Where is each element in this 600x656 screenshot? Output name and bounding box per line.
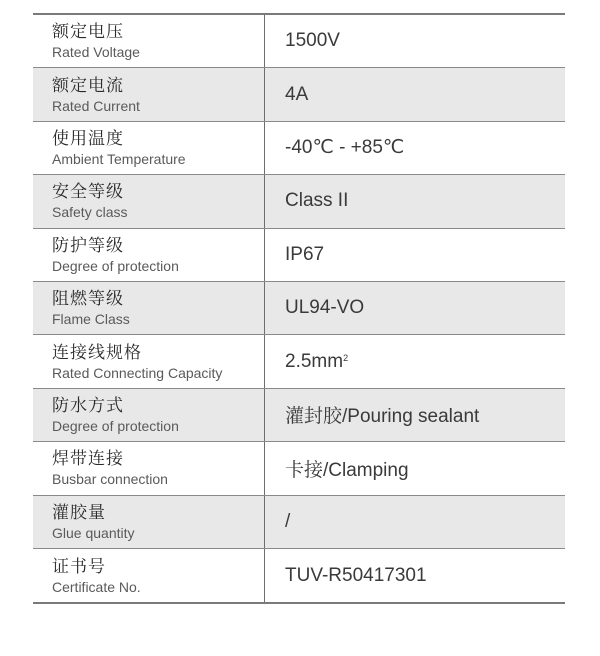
spec-row-glue-quantity	[33, 496, 565, 549]
value-cell	[265, 68, 565, 120]
value-text: 灌封胶/Pouring sealant	[285, 406, 480, 428]
value-text: 4A	[285, 83, 309, 105]
label-cell	[33, 15, 265, 67]
label-en: Rated Connecting Capacity	[52, 364, 223, 381]
spec-row-rated-connecting-capacity	[33, 335, 565, 388]
spec-row-flame-class	[33, 282, 565, 335]
spec-table	[33, 13, 565, 604]
value-text: -40℃ - +85℃	[285, 137, 405, 159]
label-zh: 额定电压	[52, 22, 124, 43]
label-cell	[33, 496, 265, 548]
value-text: TUV-R50417301	[285, 564, 427, 586]
label-en: Rated Voltage	[52, 44, 140, 61]
label-zh: 防水方式	[52, 395, 124, 416]
label-zh: 使用温度	[52, 128, 124, 149]
label-cell	[33, 229, 265, 281]
label-cell	[33, 549, 265, 602]
value-text: UL94-VO	[285, 297, 365, 319]
value-text: Class II	[285, 190, 349, 212]
label-en: Rated Current	[52, 97, 140, 114]
label-zh: 证书号	[52, 556, 106, 577]
label-zh: 焊带连接	[52, 449, 124, 470]
value-text: IP67	[285, 243, 325, 265]
label-zh: 阻燃等级	[52, 289, 124, 310]
label-cell	[33, 442, 265, 494]
value-text: /	[285, 510, 291, 532]
value-text: 2.5mm	[285, 350, 344, 372]
label-cell	[33, 68, 265, 120]
spec-row-rated-voltage	[33, 15, 565, 68]
label-zh: 防护等级	[52, 235, 124, 256]
spec-row-rated-current	[33, 68, 565, 121]
spec-row-ambient-temperature	[33, 122, 565, 175]
label-cell	[33, 175, 265, 227]
value-cell	[265, 282, 565, 334]
label-en: Ambient Temperature	[52, 150, 186, 167]
label-en: Certificate No.	[52, 578, 141, 595]
label-zh: 安全等级	[52, 182, 124, 203]
label-en: Glue quantity	[52, 524, 135, 541]
value-text: 卡接/Clamping	[285, 459, 409, 481]
label-cell	[33, 282, 265, 334]
spec-row-degree-of-protection	[33, 229, 565, 282]
label-zh: 灌胶量	[52, 502, 106, 523]
value-cell	[265, 389, 565, 441]
value-cell	[265, 335, 565, 387]
label-zh: 额定电流	[52, 75, 124, 96]
spec-row-waterproof-method	[33, 389, 565, 442]
value-text: 1500V	[285, 30, 340, 52]
value-cell	[265, 15, 565, 67]
label-en: Degree of protection	[52, 257, 179, 274]
label-en: Flame Class	[52, 311, 130, 328]
label-cell	[33, 122, 265, 174]
value-cell	[265, 442, 565, 494]
spec-row-busbar-connection	[33, 442, 565, 495]
value-superscript: 2	[343, 352, 349, 363]
spec-row-certificate-no	[33, 549, 565, 602]
value-cell	[265, 549, 565, 602]
label-zh: 连接线规格	[52, 342, 142, 363]
label-cell	[33, 335, 265, 387]
label-en: Busbar connection	[52, 471, 168, 488]
spec-row-safety-class	[33, 175, 565, 228]
label-cell	[33, 389, 265, 441]
value-cell	[265, 229, 565, 281]
value-cell	[265, 122, 565, 174]
label-en: Safety class	[52, 204, 128, 221]
label-en: Degree of protection	[52, 417, 179, 434]
value-cell	[265, 175, 565, 227]
value-cell	[265, 496, 565, 548]
